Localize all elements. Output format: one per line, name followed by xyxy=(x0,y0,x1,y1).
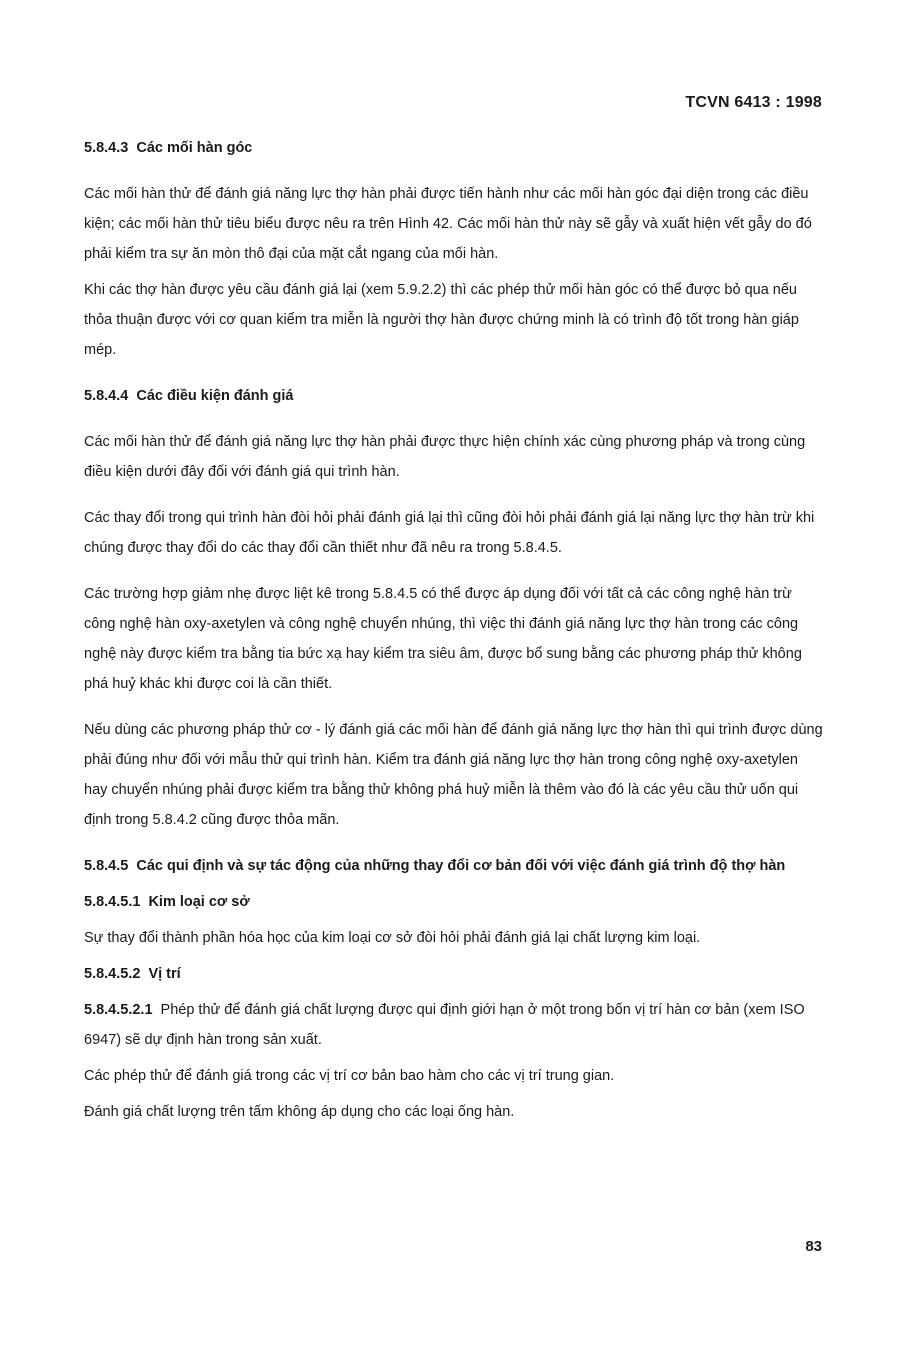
paragraph: Các trường hợp giảm nhẹ được liệt kê trong 5.8.4.5 có thể được áp dụng đối với tất cả các công nghệ hàn trừ công nghệ hàn oxy-axetylen và công nghệ chuyển nhúng, thì việc thi đánh giá năng lực thợ hàn trong các công nghệ này được kiểm tra bằng tia bức xạ hay kiểm tra siêu âm, được bổ sung bằng các phương pháp thử không phá huỷ khác khi được coi là cần thiết. xyxy=(84,586,802,692)
paragraph: Các mối hàn thử để đánh giá năng lực thợ hàn phải được thực hiện chính xác cùng phương pháp và trong cùng điều kiện dưới đây đối với đánh giá qui trình hàn. xyxy=(84,434,806,480)
section-heading-5-8-4-5 xyxy=(84,851,824,881)
section-heading-5-8-4-5-2 xyxy=(84,959,824,989)
section-number: 5.8.4.3 xyxy=(84,140,129,156)
section-title: Các điều kiện đánh giá xyxy=(136,388,294,404)
clause-text: Phép thử để đánh giá chất lượng được qui định giới hạn ở một trong bốn vị trí hàn cơ bản (xem ISO 6947) sẽ dự định hàn trong sản xuất. xyxy=(84,1002,805,1048)
paragraph: Các phép thử để đánh giá trong các vị trí cơ bản bao hàm cho các vị trí trung gian. xyxy=(84,1068,615,1084)
section-title: Các mối hàn góc xyxy=(136,140,253,156)
section-heading-5-8-4-4 xyxy=(84,381,824,411)
section-title: Kim loại cơ sở xyxy=(148,894,250,910)
paragraph: Các mối hàn thử để đánh giá năng lực thợ hàn phải được tiến hành như các mối hàn góc đại diện trong các điều kiện; các mối hàn thử tiêu biểu được nêu ra trên Hình 42. Các mối hàn thử này sẽ gẫy và xuất hiện vết gẫy do đó phải kiểm tra sự ăn mòn thô đại của mặt cắt ngang của mối hàn. xyxy=(84,186,812,262)
paragraph-5-8-4-5-2-1 xyxy=(84,995,824,1055)
section-number: 5.8.4.5.1 xyxy=(84,894,141,910)
section-number: 5.8.4.5.2 xyxy=(84,966,141,982)
section-title: Các qui định và sự tác động của những thay đổi cơ bản đối với việc đánh giá trình độ thợ hàn xyxy=(136,858,786,874)
paragraph: Nếu dùng các phương pháp thử cơ - lý đánh giá các mối hàn để đánh giá năng lực thợ hàn thì qui trình được dùng phải đúng như đối với mẫu thử qui trình hàn. Kiểm tra đánh giá năng lực thợ hàn trong công nghệ oxy-axetylen hay chuyển nhúng phải được kiểm tra bằng thử không phá huỷ miễn là thêm vào đó là các yêu cầu thử uốn qui định trong 5.8.4.2 cũng được thỏa mãn. xyxy=(84,722,823,828)
paragraph: Khi các thợ hàn được yêu cầu đánh giá lại (xem 5.9.2.2) thì các phép thử mối hàn góc có thể được bỏ qua nếu thỏa thuận được với cơ quan kiểm tra miễn là người thợ hàn được chứng minh là có trình độ tốt trong hàn giáp mép. xyxy=(84,282,799,358)
document-body xyxy=(84,133,824,1127)
page-number: 83 xyxy=(805,1238,822,1255)
section-title: Vị trí xyxy=(148,966,181,982)
section-number: 5.8.4.5 xyxy=(84,858,129,874)
paragraph: Các thay đổi trong qui trình hàn đòi hỏi phải đánh giá lại thì cũng đòi hỏi phải đánh giá lại năng lực thợ hàn trừ khi chúng được thay đổi do các thay đổi cần thiết như đã nêu ra trong 5.8.4.5. xyxy=(84,510,815,556)
section-heading-5-8-4-3 xyxy=(84,133,824,163)
section-heading-5-8-4-5-1 xyxy=(84,887,824,917)
clause-number: 5.8.4.5.2.1 xyxy=(84,1002,153,1018)
document-code: TCVN 6413 : 1998 xyxy=(685,94,822,111)
paragraph: Đánh giá chất lượng trên tấm không áp dụng cho các loại ống hàn. xyxy=(84,1104,515,1120)
section-number: 5.8.4.4 xyxy=(84,388,129,404)
paragraph: Sự thay đổi thành phần hóa học của kim loại cơ sở đòi hỏi phải đánh giá lại chất lượng kim loại. xyxy=(84,930,701,946)
